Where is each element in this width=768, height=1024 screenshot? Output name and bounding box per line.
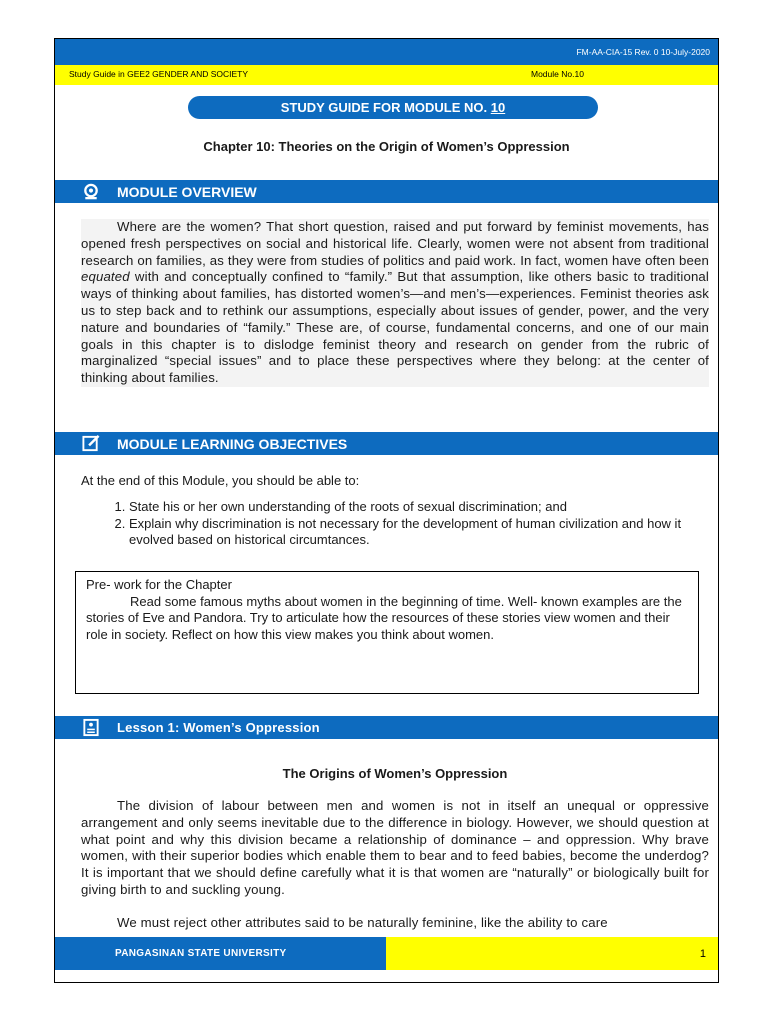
document-icon bbox=[81, 718, 101, 737]
header-blue-bar bbox=[55, 39, 718, 65]
footer-yellow-bar bbox=[386, 937, 718, 970]
study-guide-title-prefix: STUDY GUIDE FOR MODULE NO. bbox=[280, 100, 491, 115]
objective-item: 1. State his or her own understanding of the roots of sexual discrimination; and bbox=[129, 499, 709, 516]
lesson-subtitle: The Origins of Women’s Oppression bbox=[282, 766, 508, 781]
search-icon bbox=[81, 182, 101, 201]
prework-title: Pre- work for the Chapter bbox=[86, 577, 232, 592]
header-yellow-bar bbox=[55, 65, 718, 85]
overview-text-part2: with and conceptually confined to “family.” But that assumption, like others basic to traditional ways of thinking about families, has distorted women’s—and men’s—experiences. Feminist theories ask us to step back and to rethink our assumptions, especially about issues of gender, power, and the very nature and boundaries of “family.” These are, of course, fundamental concerns, and one of our main goals in this chapter is to dislodge feminist theory and research on gender from the rubric of marginalized “special issues” and to place these perspectives where they belong: at the center of thinking about families. bbox=[81, 269, 709, 386]
university-name: PANGASINAN STATE UNIVERSITY bbox=[115, 948, 287, 959]
course-title: Study Guide in GEE2 GENDER AND SOCIETY bbox=[69, 69, 249, 79]
study-guide-title-number: 10 bbox=[490, 100, 506, 115]
objective-item: 2. Explain why discrimination is not necessary for the development of human civilization and how it evolved based on historical circumtances. bbox=[129, 516, 709, 549]
module-overview-band bbox=[55, 180, 718, 203]
lesson-band bbox=[55, 716, 718, 739]
document-code: FM-AA-CIA-15 Rev. 0 10-July-2020 bbox=[576, 47, 710, 57]
module-number: Module No.10 bbox=[531, 69, 584, 79]
prework-body: Read some famous myths about women in the beginning of time. Well- known examples are the stories of Eve and Pandora. Try to articulate how the resources of these stories view women and their role in society. Reflect on how this view makes you think about women. bbox=[86, 593, 682, 642]
objectives-intro: At the end of this Module, you should be able to: bbox=[81, 473, 360, 488]
module-overview-heading: MODULE OVERVIEW bbox=[117, 184, 257, 200]
learning-objectives-band bbox=[55, 432, 718, 455]
document-page bbox=[54, 38, 719, 983]
study-guide-title bbox=[188, 96, 598, 119]
overview-text-emphasis: equated bbox=[81, 269, 130, 285]
objectives-list bbox=[109, 499, 709, 549]
edit-icon bbox=[81, 434, 101, 453]
prework-box bbox=[75, 571, 699, 694]
footer-blue-bar bbox=[55, 937, 386, 970]
learning-objectives-heading: MODULE LEARNING OBJECTIVES bbox=[117, 436, 348, 452]
module-overview-text bbox=[81, 219, 709, 387]
lesson-paragraph-1: The division of labour between men and women is not in itself an unequal or oppressive arrangement and only seems inevitable due to the difference in biology. However, we should question at what point and why this division became a relationship of dominance – and oppression. Why brave women, with their superior bodies which enable them to bear and to feed babies, become the underdog? It is important that we should define carefully what it is that women are “naturally” or biologically built for giving birth to and suckling young. bbox=[81, 798, 709, 897]
chapter-title: Chapter 10: Theories on the Origin of Women’s Oppression bbox=[203, 139, 570, 154]
lesson-heading: Lesson 1: Women’s Oppression bbox=[117, 720, 320, 735]
page-number: 1 bbox=[699, 948, 706, 960]
overview-text-part1: Where are the women? That short question, raised and put forward by feminist movements, has opened fresh perspectives on social and historical life. Clearly, women were not absent from traditional research on families, as they were from studies of politics and paid work. In fact, women have often been bbox=[81, 219, 709, 268]
lesson-paragraph-2: We must reject other attributes said to be naturally feminine, like the ability to care bbox=[117, 915, 608, 930]
